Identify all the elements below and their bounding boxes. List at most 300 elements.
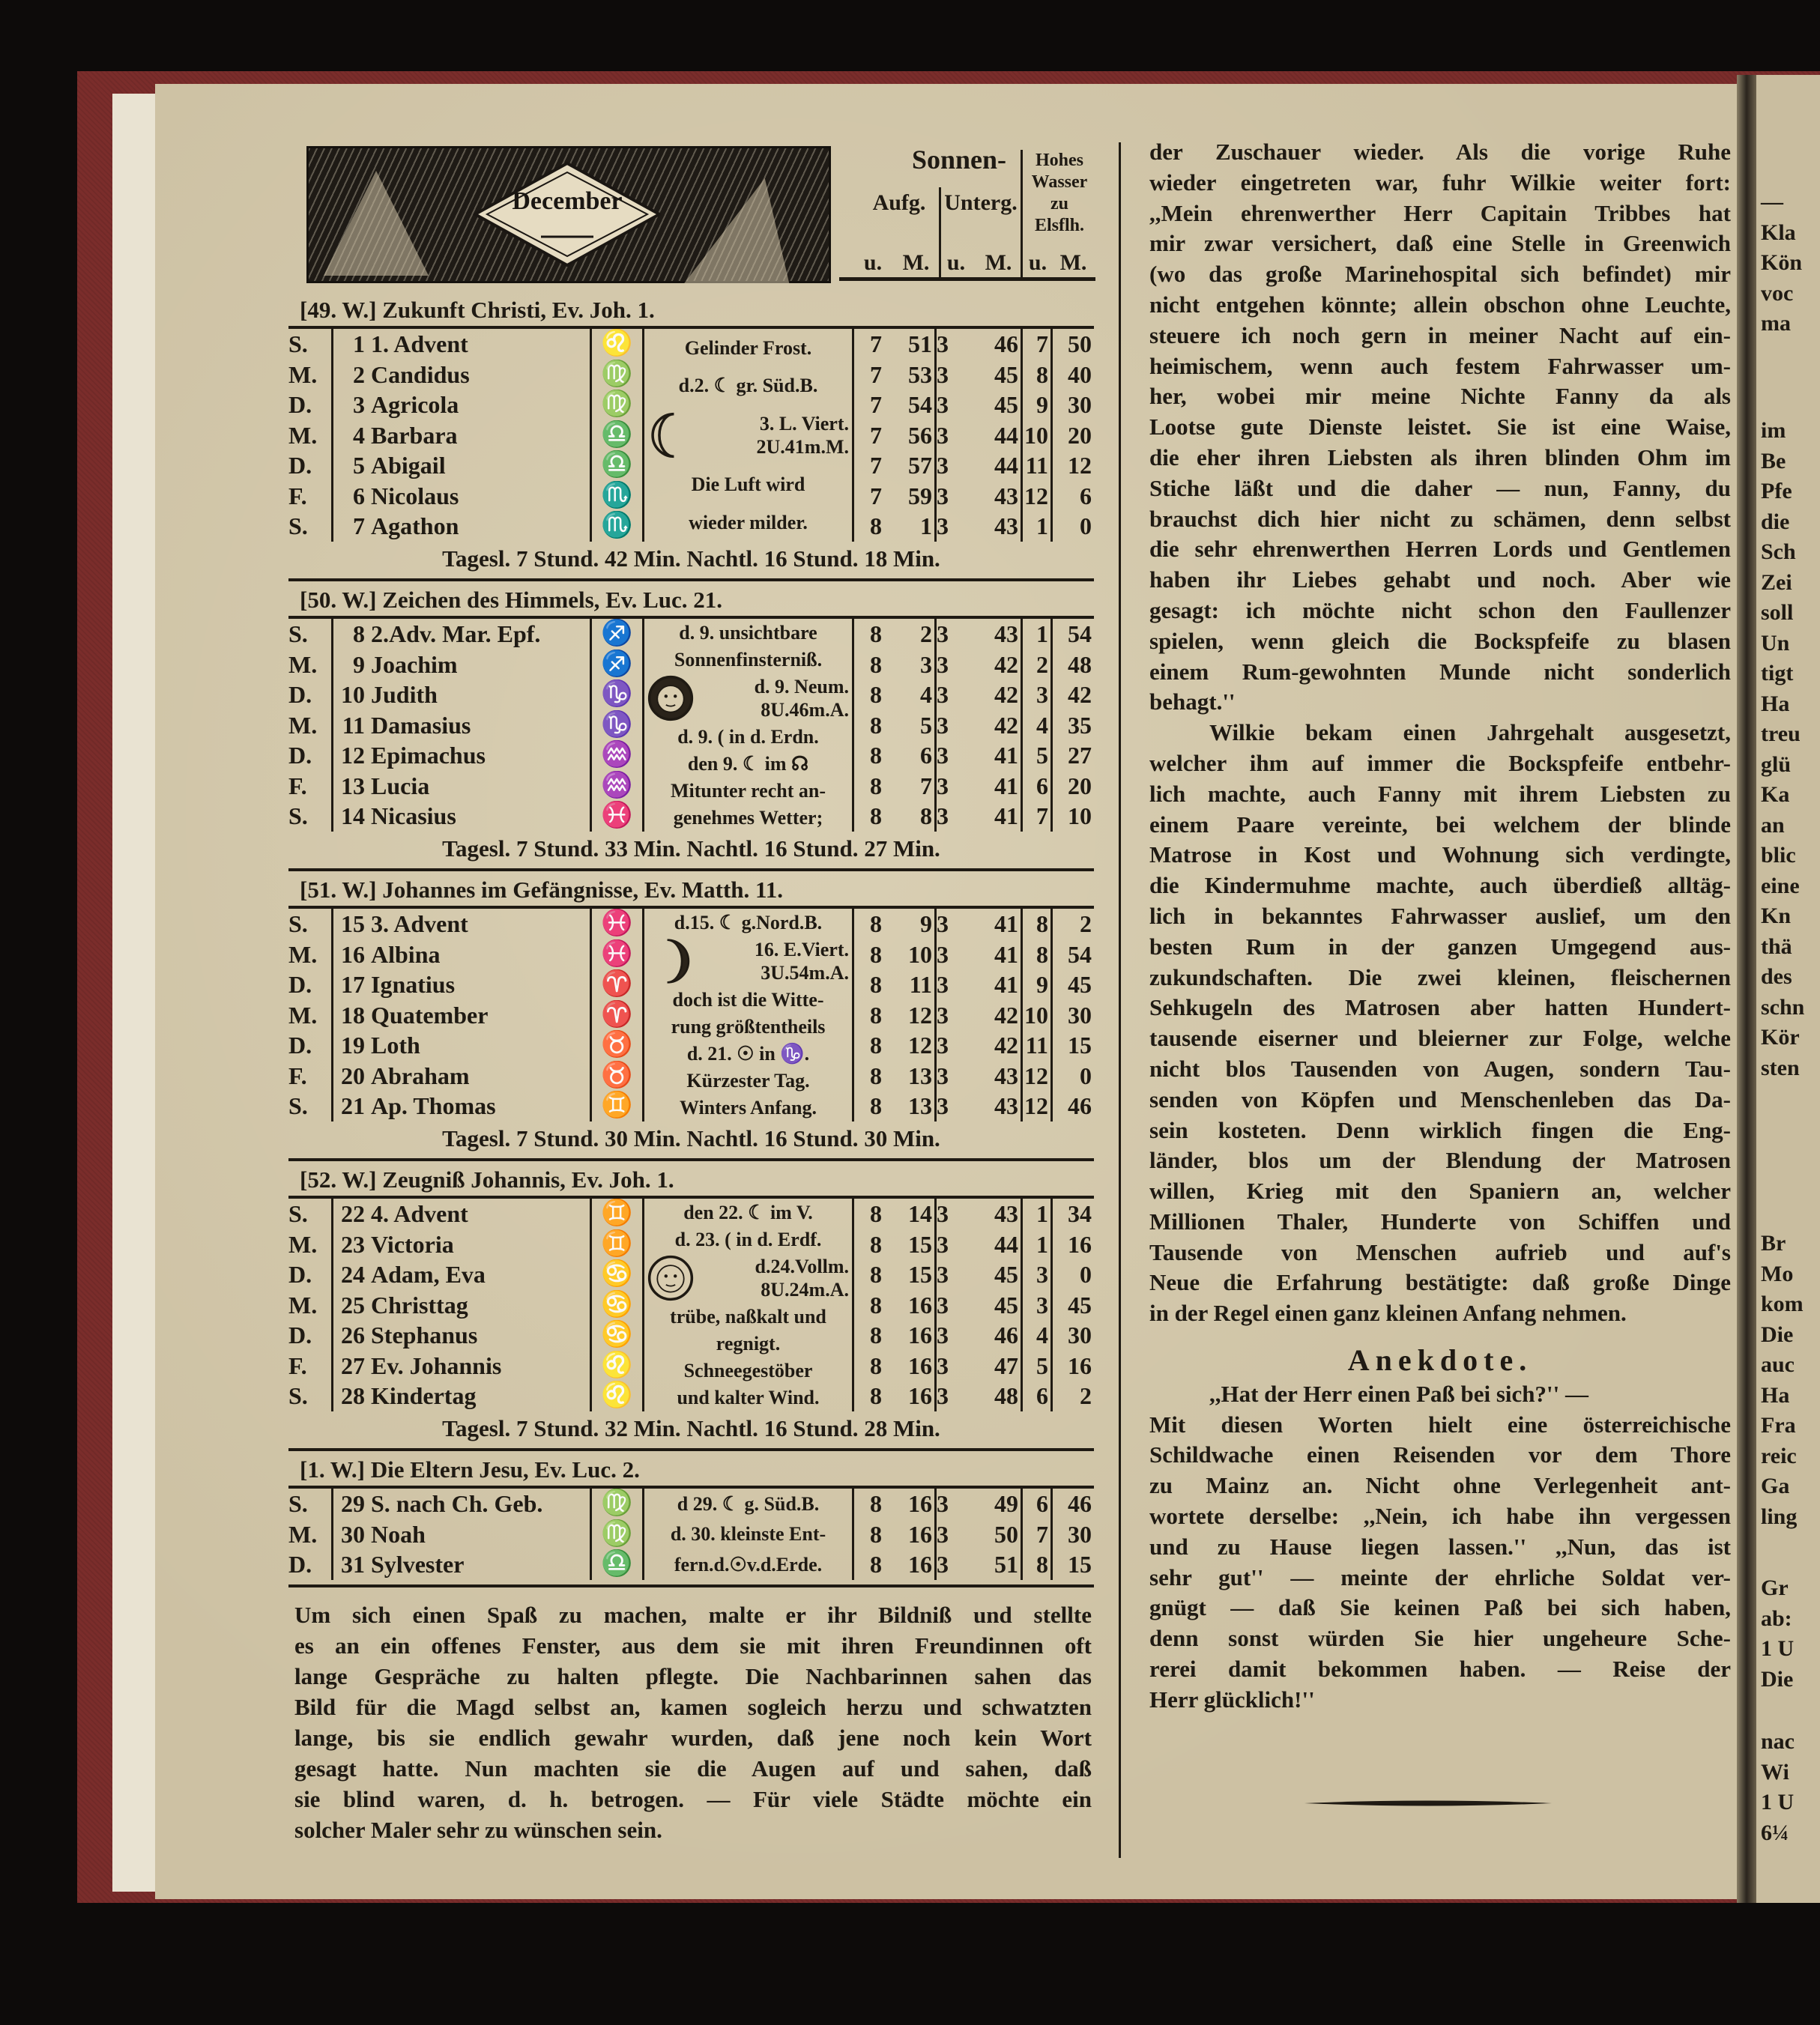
- zodiac-sign-icon: ♌: [592, 329, 644, 360]
- sunset-minute: 43: [970, 619, 1023, 650]
- zodiac-sign-icon: ♎: [592, 1549, 644, 1580]
- day-number: 4: [353, 421, 365, 449]
- zodiac-sign-icon: ♉: [592, 1030, 644, 1061]
- moon-phase-line: 2U.41m.M.: [756, 435, 849, 458]
- text-line: lich machte, auch Fanny mit ihrem Liebsten zu: [1149, 780, 1731, 807]
- weekday: M.: [288, 360, 333, 390]
- sunrise-minute: 2: [884, 619, 937, 650]
- day-number: 6: [353, 482, 365, 509]
- zodiac-sign-icon: ♍: [592, 390, 644, 420]
- weekday: S.: [288, 1091, 333, 1122]
- sunrise-hour: 8: [870, 1551, 882, 1578]
- text-line: denn sonst würden Sie hier ungeheure Sche-: [1149, 1625, 1731, 1652]
- day-cell: [333, 679, 592, 710]
- text-line: nicht entgehen könnte; allein obschon ohne Leuchte,: [1149, 291, 1731, 318]
- zodiac-sign-icon: ♑: [592, 710, 644, 741]
- high-water-minute: 42: [1068, 681, 1092, 708]
- zodiac-sign-icon: ♋: [592, 1290, 644, 1321]
- weekday: S.: [288, 511, 333, 542]
- sunrise-hour: 7: [870, 421, 882, 449]
- sunrise-minute: 12: [884, 1030, 937, 1061]
- high-water-hour: 3: [1023, 1259, 1053, 1290]
- moon-full-icon: [647, 1255, 694, 1301]
- sunrise-hour: 8: [870, 1200, 882, 1227]
- high-water-minute: 45: [1068, 971, 1092, 998]
- weekday: D.: [288, 740, 333, 771]
- weekday: M.: [288, 1290, 333, 1321]
- sunset-minute: 41: [970, 740, 1023, 771]
- sunrise-header: Aufg.: [872, 190, 926, 215]
- day-number: 1: [353, 330, 365, 357]
- sunrise-hour: 8: [870, 512, 882, 539]
- day-cell: [333, 771, 592, 802]
- saint-name: Noah: [371, 1520, 426, 1548]
- sunset-minute: 44: [970, 450, 1023, 481]
- sunset-minute: 41: [970, 801, 1023, 832]
- sunrise-minute: 56: [884, 420, 937, 451]
- sunset-hour: 3: [937, 482, 949, 509]
- text-line: Sehkugeln des Matrosen aber hatten Hundert-: [1149, 994, 1731, 1021]
- high-water-label: Elsflh.: [1034, 216, 1085, 235]
- sunset-minute: 50: [970, 1519, 1023, 1550]
- text-line: besten Rum in der ganzen Umgegend aus-: [1149, 933, 1731, 960]
- text-line: in der Regel einen ganz kleinen Anfang nehmen.: [1149, 1300, 1627, 1327]
- fragment-line: treu: [1761, 721, 1801, 746]
- high-water-minute: 48: [1068, 650, 1092, 678]
- high-water-label: zu: [1050, 194, 1068, 214]
- saint-name: Albina: [371, 940, 441, 968]
- weekday: D.: [288, 969, 333, 1000]
- text-line: Wilkie bekam einen Jahrgehalt ausgesetzt,: [1209, 719, 1731, 746]
- sunset-minute: 42: [970, 650, 1023, 680]
- fragment-line: Ha: [1761, 1382, 1790, 1408]
- moon-phase-line: 16. E.Viert.: [754, 938, 849, 960]
- high-water-hour: 1: [1023, 511, 1053, 542]
- zodiac-sign-icon: ♓: [592, 801, 644, 832]
- saint-name: Nicasius: [371, 802, 456, 829]
- fragment-line: blic: [1761, 843, 1796, 868]
- sunrise-minute: 57: [884, 450, 937, 481]
- sunset-minute: 49: [970, 1489, 1023, 1519]
- high-water-minute: 20: [1068, 772, 1092, 799]
- zodiac-sign-icon: ♑: [592, 679, 644, 710]
- text-line: tausende eiserner und bleierner zur Folge, welche: [1149, 1025, 1731, 1052]
- moon-phase-text: [698, 675, 849, 721]
- sunrise-hour: 8: [870, 1351, 882, 1379]
- saint-name: Nicolaus: [371, 482, 459, 509]
- day-night-length: Tagesl. 7 Stund. 42 Min. Nachtl. 16 Stund. 18 Min.: [442, 545, 940, 572]
- sunset-hour: 3: [937, 1261, 949, 1288]
- sunset-hour: 3: [937, 711, 949, 739]
- weekday: S.: [288, 329, 333, 360]
- moon-phase-line: 8U.24m.A.: [761, 1278, 849, 1301]
- sunset-minute: 42: [970, 679, 1023, 710]
- fragment-line: auc: [1761, 1352, 1795, 1377]
- weekday: D.: [288, 1030, 333, 1061]
- sunset-minute: 44: [970, 420, 1023, 451]
- saint-name: 2.Adv. Mar. Epf.: [371, 620, 541, 647]
- day-number: 19: [341, 1032, 365, 1059]
- day-cell: [333, 329, 592, 360]
- text-line: senden von Köpfen und Menschenleben das Da-: [1149, 1086, 1731, 1113]
- text-line: (wo das große Marinehospital sich befindet) mir: [1149, 261, 1731, 288]
- day-cell: [333, 801, 592, 832]
- saint-name: Ap. Thomas: [371, 1092, 496, 1119]
- high-water-hour: 7: [1023, 801, 1053, 832]
- high-water-minute: 16: [1068, 1230, 1092, 1258]
- weather-note: Schneegestöber: [683, 1359, 813, 1381]
- sunset-minute: 42: [970, 1000, 1023, 1031]
- zodiac-sign-icon: ♒: [592, 771, 644, 802]
- fragment-line: 1 U: [1761, 1636, 1795, 1661]
- day-number: 15: [341, 910, 365, 937]
- text-line: sie blind waren, d. h. betrogen. — Für viele Städte möchte ein: [294, 1786, 1092, 1812]
- sunset-hour: 3: [937, 512, 949, 539]
- fragment-line: nac: [1761, 1729, 1795, 1754]
- weekday: M.: [288, 939, 333, 970]
- moon-first-quarter-icon: [647, 938, 694, 984]
- zodiac-sign-icon: ♍: [592, 360, 644, 390]
- sunset-minute: 46: [970, 1320, 1023, 1351]
- fragment-line: Gr: [1761, 1575, 1789, 1600]
- sunrise-hour: 8: [870, 681, 882, 708]
- sunset-minute: 45: [970, 390, 1023, 420]
- weekday: S.: [288, 1199, 333, 1229]
- saint-name: Judith: [371, 681, 438, 708]
- sunrise-minute: 3: [884, 650, 937, 680]
- high-water-hour: 8: [1023, 1549, 1053, 1580]
- sunrise-hour: 8: [870, 1291, 882, 1319]
- sunrise-minute: 1: [884, 511, 937, 542]
- high-water-minute: 12: [1068, 452, 1092, 479]
- day-cell: [333, 1351, 592, 1381]
- day-number: 23: [341, 1230, 365, 1258]
- sunset-hour: 3: [937, 421, 949, 449]
- sunset-hour: 3: [937, 1291, 949, 1319]
- high-water-minute: 6: [1080, 482, 1092, 509]
- unit-minute: M.: [1059, 250, 1087, 275]
- calendar-week: [288, 1450, 1094, 1587]
- weather-note: d. 23. ( in d. Erdf.: [674, 1228, 822, 1250]
- weather-note: wieder milder.: [689, 511, 808, 533]
- sunset-minute: 46: [970, 329, 1023, 360]
- sunset-minute: 43: [970, 1091, 1023, 1122]
- day-number: 22: [341, 1200, 365, 1227]
- high-water-hour: 6: [1023, 771, 1053, 802]
- sunset-hour: 3: [937, 360, 949, 388]
- fragment-line: Die: [1761, 1666, 1794, 1692]
- sunset-minute: 41: [970, 969, 1023, 1000]
- day-cell: [333, 650, 592, 680]
- day-cell: [333, 969, 592, 1000]
- week-rows: [288, 1489, 1094, 1580]
- day-cell: [333, 909, 592, 939]
- weather-notes: [644, 909, 854, 1122]
- sunset-minute: 41: [970, 771, 1023, 802]
- high-water-minute: 0: [1080, 1062, 1092, 1089]
- text-line: nicht blos Tausenden von Augen, sondern Tau-: [1149, 1055, 1731, 1082]
- moon-phase-line: 3. L. Viert.: [759, 412, 849, 435]
- sunrise-hour: 8: [870, 1382, 882, 1409]
- text-line: Neue die Erfahrung bestätigte: daß große Dinge: [1149, 1269, 1731, 1296]
- high-water-hour: 2: [1023, 650, 1053, 680]
- fragment-line: Un: [1761, 630, 1790, 656]
- unit-hour: u.: [946, 250, 966, 275]
- sunset-hour: 3: [937, 1322, 949, 1349]
- day-number: 3: [353, 391, 365, 418]
- text-line: mir zwar versichert, daß eine Stelle in Greenwich: [1149, 230, 1731, 257]
- moon-new-icon: [647, 675, 694, 721]
- sunrise-minute: 15: [884, 1229, 937, 1260]
- sunrise-hour: 7: [870, 452, 882, 479]
- fragment-line: Fra: [1761, 1413, 1796, 1438]
- text-line: steuere ich noch gern in meiner Nacht auf ein-: [1149, 321, 1731, 348]
- high-water-minute: 0: [1080, 1261, 1092, 1288]
- fragment-line: des: [1761, 964, 1792, 989]
- weather-note: d. 9. ( in d. Erdn.: [677, 725, 819, 748]
- moon-third-quarter-icon: [647, 412, 694, 458]
- sunset-hour: 3: [937, 1520, 949, 1548]
- high-water-hour: 3: [1023, 1290, 1053, 1321]
- zodiac-sign-icon: ♊: [592, 1199, 644, 1229]
- weekday: S.: [288, 619, 333, 650]
- roof-illustration: [324, 171, 429, 276]
- high-water-minute: 0: [1080, 512, 1092, 539]
- weather-note: d. 21. ☉ in ♑.: [686, 1042, 810, 1065]
- weather-note: Winters Anfang.: [680, 1096, 817, 1119]
- sunset-hour: 3: [937, 772, 949, 799]
- zodiac-sign-icon: ♈: [592, 969, 644, 1000]
- sunset-hour: 3: [937, 971, 949, 998]
- text-line: die sehr ehrenwerthen Herren Lords und Gentlemen: [1149, 536, 1731, 563]
- fragment-line: soll: [1761, 600, 1794, 625]
- weekday: S.: [288, 1489, 333, 1519]
- sunset-hour: 3: [937, 802, 949, 829]
- text-line: und zu Hause liegen lassen.'' ,,Nun, das ist: [1149, 1533, 1731, 1560]
- week-rows: [288, 1199, 1094, 1411]
- fragment-line: Mo: [1761, 1261, 1794, 1286]
- saint-name: Joachim: [371, 650, 458, 678]
- sunrise-hour: 8: [870, 772, 882, 799]
- text-line: wieder eingetreten war, fuhr Wilkie weiter fort:: [1149, 169, 1731, 196]
- weekday: D.: [288, 1259, 333, 1290]
- week-rows: [288, 619, 1094, 832]
- day-number: 8: [353, 620, 365, 647]
- calendar-bottom-rule: [288, 1584, 1094, 1587]
- weekday: F.: [288, 1351, 333, 1381]
- sunrise-hour: 7: [870, 391, 882, 418]
- zodiac-sign-icon: ♎: [592, 420, 644, 451]
- sunset-hour: 3: [937, 1092, 949, 1119]
- fragment-line: an: [1761, 812, 1785, 838]
- sunset-hour: 3: [937, 1001, 949, 1029]
- fragment-line: Ka: [1761, 782, 1790, 807]
- column-divider: [1119, 142, 1121, 1858]
- calendar-week: [288, 581, 1094, 871]
- sunrise-minute: 9: [884, 909, 937, 939]
- high-water-minute: 54: [1068, 940, 1092, 968]
- weather-notes: [644, 329, 854, 542]
- fragment-line: tigt: [1761, 661, 1794, 685]
- text-line: Matrose in Kost und Wohnung sich verdingte,: [1149, 841, 1731, 868]
- zodiac-sign-icon: ♊: [592, 1091, 644, 1122]
- high-water-hour: 3: [1023, 679, 1053, 710]
- fragment-line: im: [1761, 418, 1786, 443]
- moon-phase-line: d.24.Vollm.: [755, 1255, 849, 1277]
- text-line: gesagt hatte. Nun machten sie die Augen auf und sahen, daß: [294, 1755, 1092, 1782]
- sunset-minute: 48: [970, 1381, 1023, 1411]
- fragment-line: kom: [1761, 1292, 1804, 1316]
- day-cell: [333, 450, 592, 481]
- weekday: F.: [288, 771, 333, 802]
- week-title: [50. W.] Zeichen des Himmels, Ev. Luc. 21.: [300, 587, 723, 613]
- next-page-text-fragment: [1761, 1573, 1794, 1695]
- zodiac-sign-icon: ♌: [592, 1381, 644, 1411]
- zodiac-sign-icon: ♌: [592, 1351, 644, 1381]
- zodiac-sign-icon: ♒: [592, 740, 644, 771]
- weather-note: regnigt.: [716, 1332, 781, 1354]
- moon-phase-text: [698, 412, 849, 458]
- week-title: [52. W.] Zeugniß Johannis, Ev. Joh. 1.: [300, 1166, 674, 1193]
- text-line: zukundschaften. Die zwei kleinen, fleischernen: [1149, 963, 1731, 990]
- zodiac-sign-icon: ♋: [592, 1320, 644, 1351]
- moon-phase-note: [647, 938, 849, 984]
- sunrise-hour: 8: [870, 620, 882, 647]
- text-line: spielen, wenn gleich die Bockspfeife zu blasen: [1149, 627, 1731, 654]
- day-cell: [333, 511, 592, 542]
- sunset-minute: 43: [970, 1061, 1023, 1092]
- weather-note: d.2. ☾ gr. Süd.B.: [678, 375, 818, 397]
- story-continuation-text: [294, 1599, 1092, 1845]
- saint-name: Damasius: [371, 711, 471, 739]
- saint-name: Barbara: [371, 421, 458, 449]
- week-title: [51. W.] Johannes im Gefängnisse, Ev. Matth. 11.: [300, 877, 784, 903]
- zodiac-sign-icon: ♍: [592, 1489, 644, 1519]
- text-line: länder, blos um der Blendung der Matrosen: [1149, 1147, 1731, 1174]
- high-water-hour: 1: [1023, 1229, 1053, 1260]
- text-line: heimischem, wenn auch festem Fahrwasser um-: [1149, 352, 1731, 379]
- high-water-hour: 11: [1023, 450, 1053, 481]
- zodiac-sign-icon: ♎: [592, 450, 644, 481]
- day-cell: [333, 481, 592, 512]
- fragment-line: Ga: [1761, 1474, 1790, 1498]
- sunrise-hour: 8: [870, 802, 882, 829]
- sun-column-header: Sonnen-: [911, 145, 1007, 175]
- text-line: es an ein offenes Fenster, aus dem sie mit ihren Freundinnen oft: [294, 1632, 1092, 1659]
- closing-ornament-rule: [1304, 1800, 1552, 1807]
- sunrise-hour: 7: [870, 482, 882, 509]
- sunset-hour: 3: [937, 330, 949, 357]
- day-number: 25: [341, 1291, 365, 1319]
- sunset-hour: 3: [937, 742, 949, 769]
- sunset-minute: 45: [970, 1259, 1023, 1290]
- text-line: der Zuschauer wieder. Als die vorige Ruhe: [1149, 139, 1731, 165]
- high-water-hour: 7: [1023, 329, 1053, 360]
- weather-notes: [644, 619, 854, 832]
- book-gutter: [1737, 75, 1756, 1903]
- fragment-line: Wi: [1761, 1759, 1789, 1785]
- sunset-minute: 43: [970, 511, 1023, 542]
- zodiac-sign-icon: ♈: [592, 1000, 644, 1031]
- sunset-minute: 45: [970, 1290, 1023, 1321]
- sunset-hour: 3: [937, 1230, 949, 1258]
- text-line: lich in bekanntes Fahrwasser auslief, um den: [1149, 902, 1731, 929]
- high-water-hour: 10: [1023, 420, 1053, 451]
- day-cell: [333, 360, 592, 390]
- sunset-minute: 42: [970, 1030, 1023, 1061]
- zodiac-sign-icon: ♉: [592, 1061, 644, 1092]
- calendar-week: [288, 1160, 1094, 1450]
- day-number: 27: [341, 1351, 365, 1379]
- weekday: M.: [288, 710, 333, 741]
- high-water-minute: 46: [1068, 1490, 1092, 1517]
- sunrise-minute: 6: [884, 740, 937, 771]
- fragment-line: Kla: [1761, 220, 1796, 245]
- fragment-line: ling: [1761, 1504, 1798, 1529]
- next-page-text-fragment: [1761, 1229, 1804, 1532]
- sunset-minute: 42: [970, 710, 1023, 741]
- day-number: 28: [341, 1382, 365, 1409]
- day-number: 16: [341, 940, 365, 968]
- sunrise-minute: 16: [884, 1381, 937, 1411]
- day-number: 2: [353, 360, 365, 388]
- weekday: S.: [288, 909, 333, 939]
- header-divider: [1021, 150, 1023, 279]
- text-line: die Kindermuhme machte, auch überdieß alltäg-: [1149, 872, 1731, 899]
- high-water-hour: 12: [1023, 481, 1053, 512]
- day-cell: [333, 1381, 592, 1411]
- high-water-hour: 9: [1023, 390, 1053, 420]
- sunrise-hour: 8: [870, 1092, 882, 1119]
- day-number: 26: [341, 1322, 365, 1349]
- weather-note: genehmes Wetter;: [673, 806, 823, 829]
- sunrise-hour: 8: [870, 1322, 882, 1349]
- text-line: Stiche läßt und die daher — nun, Fanny, du: [1149, 474, 1731, 501]
- high-water-minute: 54: [1068, 620, 1092, 647]
- high-water-minute: 30: [1068, 391, 1092, 418]
- day-cell: [333, 1489, 592, 1519]
- sunset-hour: 3: [937, 910, 949, 937]
- saint-name: Sylvester: [371, 1551, 465, 1578]
- sunset-minute: 44: [970, 1229, 1023, 1260]
- high-water-label: Hohes: [1035, 151, 1083, 170]
- day-number: 17: [341, 971, 365, 998]
- day-number: 9: [353, 650, 365, 678]
- day-cell: [333, 1320, 592, 1351]
- weather-note: und kalter Wind.: [677, 1386, 820, 1408]
- sunrise-hour: 7: [870, 330, 882, 357]
- sunrise-minute: 14: [884, 1199, 937, 1229]
- high-water-minute: 30: [1068, 1520, 1092, 1548]
- high-water-hour: 1: [1023, 1199, 1053, 1229]
- high-water-minute: 16: [1068, 1351, 1092, 1379]
- high-water-minute: 27: [1068, 742, 1092, 769]
- sunrise-minute: 4: [884, 679, 937, 710]
- month-title: December: [512, 187, 623, 215]
- fragment-line: die: [1761, 509, 1790, 534]
- high-water-minute: 50: [1068, 330, 1092, 357]
- zodiac-sign-icon: ♓: [592, 909, 644, 939]
- day-number: 13: [341, 772, 365, 799]
- high-water-hour: 7: [1023, 1519, 1053, 1550]
- text-line: rerei damit bekommen haben. — Reise der: [1149, 1656, 1731, 1683]
- zodiac-sign-icon: ♊: [592, 1229, 644, 1260]
- sunrise-minute: 5: [884, 710, 937, 741]
- sunset-minute: 43: [970, 1199, 1023, 1229]
- sunset-hour: 3: [937, 940, 949, 968]
- day-cell: [333, 939, 592, 970]
- day-cell: [333, 390, 592, 420]
